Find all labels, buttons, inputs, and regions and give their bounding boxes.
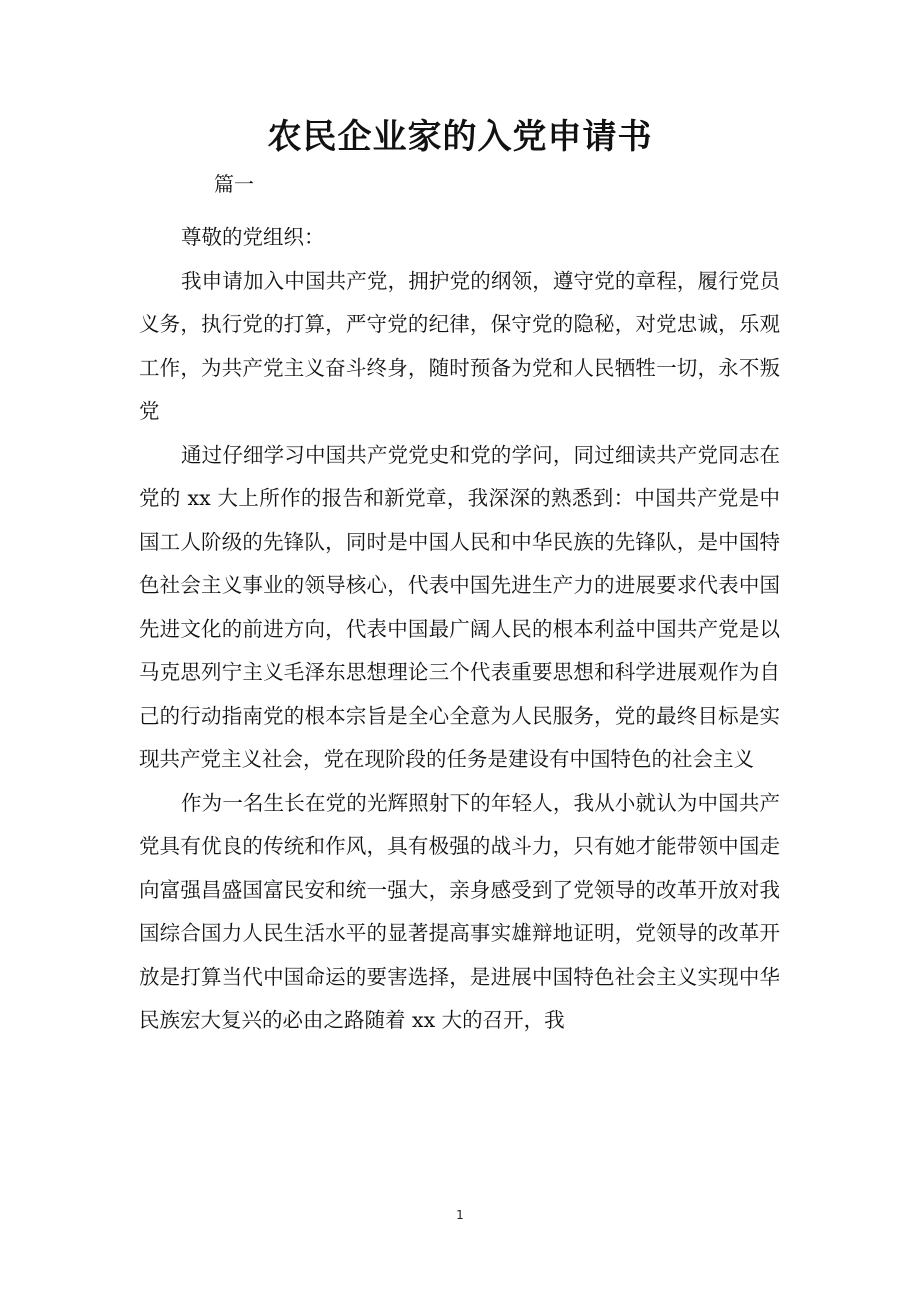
page-number: 1 — [456, 1208, 464, 1222]
paragraph: 作为一名生长在党的光辉照射下的年轻人，我从小就认为中国共产党具有优良的传统和作风，具有极强的战斗力，只有她才能带领中国走向富强昌盛国富民安和统一强大，亲身感受到了党领导的改革开放对我国综合国力人民生活水平的显著提高事实雄辩地证明，党领导的改革开放是打算当代中国命运的要害选择，是进展中国特色社会主义实现中华民族宏大复兴的必由之路随着 xx 大的召开，我 — [139, 790, 780, 1032]
section-heading: 篇一 — [214, 172, 254, 196]
salutation: 尊敬的党组织： — [181, 225, 325, 249]
paragraph: 通过仔细学习中国共产党党史和党的学问，同过细读共产党同志在党的 xx 大上所作的报告和新党章，我深深的熟悉到：中国共产党是中国工人阶级的先锋队，同时是中国人民和中华民族的先锋队，是中国特色社会主义事业的领导核心，代表中国先进生产力的进展要求代表中国先进文化的前进方向，代表中国最广阔人民的根本利益中国共产党是以马克思列宁主义毛泽东思想理论三个代表重要思想和科学进展观作为自己的行动指南党的根本宗旨是全心全意为人民服务，党的最终目标是实现共产党主义社会，党在现阶段的任务是建设有中国特色的社会主义 — [139, 442, 780, 771]
paragraph: 我申请加入中国共产党，拥护党的纲领，遵守党的章程，履行党员义务，执行党的打算，严守党的纪律，保守党的隐秘，对党忠诚，乐观工作，为共产党主义奋斗终身，随时预备为党和人民牺牲一切，永不叛党 — [139, 268, 780, 423]
document-title: 农民企业家的入党申请书 — [267, 117, 653, 157]
document-body — [139, 216, 780, 1043]
